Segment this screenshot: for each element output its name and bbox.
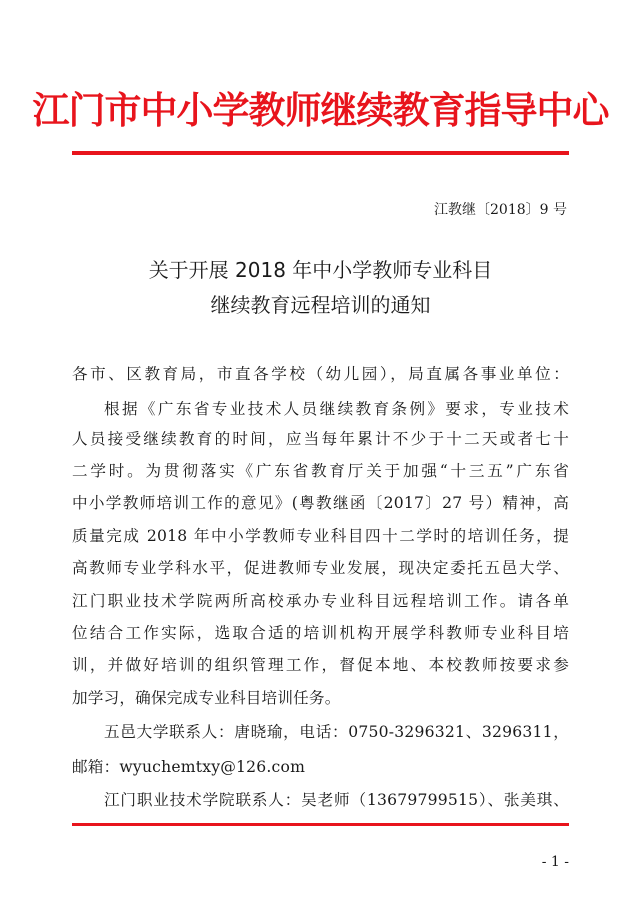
body-line: 质量完成 2018 年中小学教师专业科目四十二学时的培训任务，提 bbox=[72, 527, 569, 545]
notice-title-line-1: 关于开展 2018 年中小学教师专业科目 bbox=[148, 258, 493, 282]
body-line: 二学时。为贯彻落实《广东省教育厅关于加强“十三五”广东省 bbox=[72, 462, 569, 480]
body-line: 根据《广东省专业技术人员继续教育条例》要求，专业技术 bbox=[104, 400, 569, 418]
page-number: - 1 - bbox=[541, 854, 569, 870]
contact-wyu-email: 邮箱：wyuchemtxy@126.com bbox=[72, 758, 306, 776]
document-number: 江教继〔2018〕9 号 bbox=[434, 202, 567, 218]
body-line: 中小学教师培训工作的意见》(粤教继函〔2017〕27 号）精神，高 bbox=[72, 494, 569, 512]
body-line: 江门职业技术学院两所高校承办专业科目远程培训工作。请各单 bbox=[72, 592, 569, 610]
body-line: 高教师专业学科水平，促进教师专业发展，现决定委托五邑大学、 bbox=[72, 559, 569, 577]
salutation: 各市、区教育局，市直各学校（幼儿园），局直属各事业单位： bbox=[72, 365, 569, 383]
footer-red-rule bbox=[72, 823, 569, 826]
contact-wyu-line-1: 五邑大学联系人：唐晓瑜，电话：0750-3296321、3296311， bbox=[104, 723, 569, 741]
notice-title-line-2: 继续教育远程培训的通知 bbox=[210, 293, 431, 317]
body-line: 训，并做好培训的组织管理工作，督促本地、本校教师按要求参 bbox=[72, 656, 569, 674]
org-title: 江门市中小学教师继续教育指导中心 bbox=[32, 89, 609, 132]
header-red-rule bbox=[72, 151, 569, 155]
body-line: 位结合工作实际，选取合适的培训机构开展学科教师专业科目培 bbox=[72, 624, 569, 642]
contact-jmpt-line-1: 江门职业技术学院联系人：吴老师（13679799515）、张美琪、 bbox=[104, 791, 569, 809]
body-line: 人员接受继续教育的时间，应当每年累计不少于十二天或者七十 bbox=[72, 430, 569, 448]
body-line: 加学习，确保完成专业科目培训任务。 bbox=[72, 689, 341, 707]
